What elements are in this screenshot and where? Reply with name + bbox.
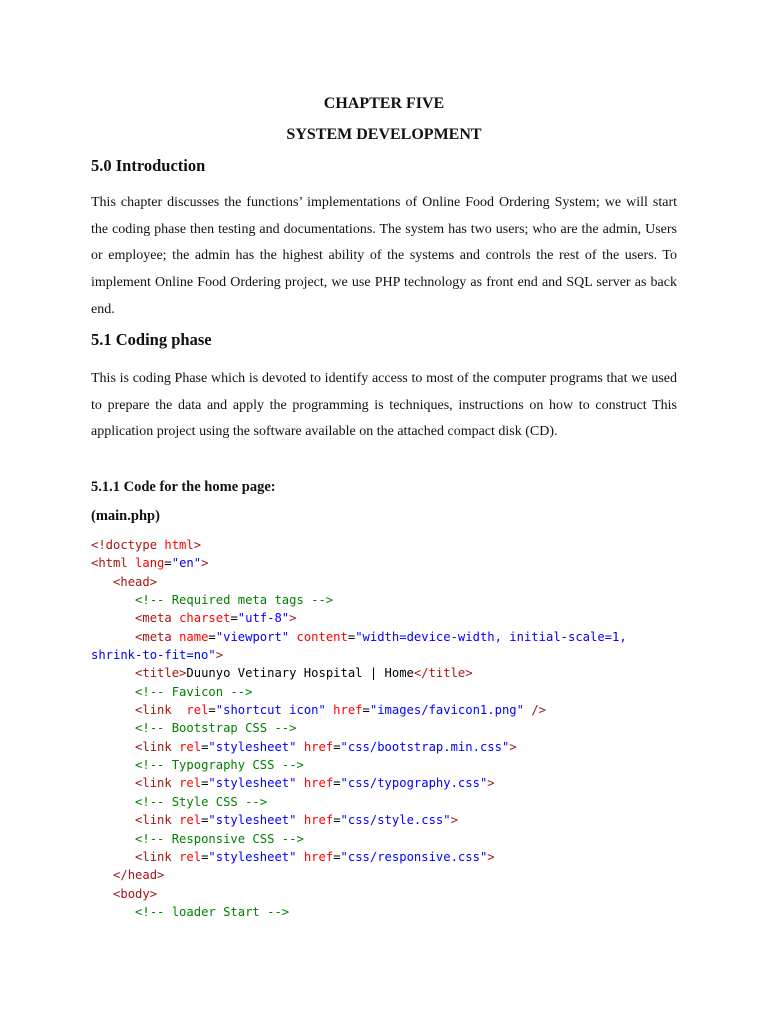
code-token: = — [201, 739, 209, 754]
code-token — [91, 832, 135, 846]
code-token: </head> — [113, 868, 165, 883]
code-line — [91, 591, 691, 609]
code-line — [91, 683, 691, 701]
code-token — [91, 887, 113, 901]
chapter-title: CHAPTER FIVE — [323, 95, 445, 112]
code-token: "shortcut icon" — [215, 703, 326, 718]
code-token: > — [215, 648, 224, 663]
code-token — [91, 776, 135, 790]
code-token: <!-- Required meta tags --> — [135, 593, 334, 608]
code-token: "width=device-width, initial-scale=1, — [355, 629, 627, 644]
code-token: "css/bootstrap.min.css" — [340, 739, 510, 754]
code-token: > — [193, 538, 202, 552]
code-line — [91, 756, 691, 774]
code-token: "css/style.css" — [340, 813, 451, 828]
coding-heading-number: 5.1 — [91, 330, 112, 349]
code-token: rel — [179, 776, 202, 791]
code-token: <!-- loader Start --> — [135, 904, 290, 919]
code-line — [91, 793, 691, 811]
code-token: <link — [135, 813, 180, 828]
code-listing — [91, 536, 691, 921]
code-token: /> — [531, 703, 546, 718]
code-token: "stylesheet" — [208, 849, 297, 864]
code-line — [91, 628, 691, 646]
intro-paragraph: This chapter discusses the functions’ implementations of Online Food Ordering System; we will start the coding phase then testing and documentations. The system has two users; who are the admin, Users or employee; the admin has the highest ability of the systems and controls the rest of the users. To implement Online Food Ordering project, we use PHP technology as front end and SQL server as back end. — [91, 195, 677, 317]
coding-heading — [91, 330, 212, 350]
code-token — [91, 721, 135, 735]
code-token: = — [333, 849, 341, 864]
code-token: "en" — [171, 556, 202, 571]
code-token: name — [179, 629, 209, 644]
code-token: = — [201, 849, 209, 864]
code-token: charset — [179, 611, 231, 626]
code-token — [91, 685, 135, 699]
chapter-subtitle: SYSTEM DEVELOPMENT — [286, 126, 482, 143]
code-token: <!doctype — [91, 538, 165, 552]
code-token — [91, 630, 135, 644]
code-token: "stylesheet" — [208, 813, 297, 828]
code-token: rel — [179, 813, 202, 828]
code-token: <title> — [135, 666, 187, 681]
code-token: href — [303, 813, 334, 828]
code-token: content — [296, 629, 348, 644]
code-token — [296, 850, 303, 864]
code-token: <!-- Bootstrap CSS --> — [135, 721, 297, 736]
code-token — [91, 795, 135, 809]
code-line — [91, 536, 691, 554]
code-token: = — [230, 611, 238, 626]
code-token: <link — [135, 739, 180, 754]
code-token: > — [289, 611, 297, 626]
code-token: Duunyo Vetinary Hospital | Home — [186, 666, 414, 681]
code-token: html — [164, 538, 194, 552]
code-token — [91, 666, 135, 680]
code-token — [91, 703, 135, 717]
code-token: "css/typography.css" — [340, 776, 488, 791]
code-token: rel — [179, 849, 202, 864]
code-token — [91, 575, 113, 589]
code-token: = — [208, 629, 216, 644]
code-line — [91, 866, 691, 884]
code-line — [91, 646, 691, 664]
code-token: = — [208, 703, 216, 718]
code-token — [91, 813, 135, 827]
code-token: shrink-to-fit=no" — [91, 648, 216, 663]
code-token: <!-- Favicon --> — [135, 684, 253, 699]
coding-heading-text: Coding phase — [115, 330, 212, 349]
code-line — [91, 774, 691, 792]
code-token: > — [450, 813, 458, 828]
code-line — [91, 811, 691, 829]
home-page-heading: 5.1.1 Code for the home page: — [91, 479, 276, 495]
code-token: href — [303, 739, 334, 754]
code-token: > — [487, 849, 495, 864]
code-token: <meta — [135, 611, 180, 626]
code-token: <meta — [135, 629, 180, 644]
code-token: href — [303, 849, 334, 864]
code-line — [91, 848, 691, 866]
code-token: = — [201, 813, 209, 828]
code-token — [91, 850, 135, 864]
code-token: = — [333, 776, 341, 791]
code-line — [91, 573, 691, 591]
code-line — [91, 885, 691, 903]
coding-paragraph: This is coding Phase which is devoted to identify access to most of the computer programs that we used to prepare the data and apply the programming is techniques, instructions on how to construct This application project using the software available on the attached compact disk (CD). — [91, 371, 677, 440]
code-token: "css/responsive.css" — [340, 849, 488, 864]
code-token — [91, 868, 113, 882]
code-line — [91, 830, 691, 848]
code-token: = — [333, 739, 341, 754]
code-token — [91, 611, 135, 625]
code-line — [91, 609, 691, 627]
code-token — [296, 813, 303, 827]
code-token: rel — [186, 703, 209, 718]
code-filename: (main.php) — [91, 508, 160, 524]
code-line — [91, 701, 691, 719]
code-token: = — [347, 629, 356, 644]
code-token: = — [362, 703, 370, 718]
code-token: "viewport" — [215, 629, 290, 644]
code-token — [296, 740, 303, 754]
code-token — [91, 758, 135, 772]
code-token: > — [201, 556, 209, 571]
code-token: <!-- Responsive CSS --> — [135, 831, 304, 846]
code-token: "stylesheet" — [208, 739, 297, 754]
code-line — [91, 738, 691, 756]
code-token: = — [201, 776, 209, 791]
code-token: = — [164, 556, 172, 571]
code-token: rel — [179, 739, 202, 754]
code-token — [91, 593, 135, 607]
code-token: = — [333, 813, 341, 828]
code-line — [91, 719, 691, 737]
code-line — [91, 903, 691, 921]
code-token: </title> — [413, 666, 473, 681]
code-token — [91, 740, 135, 754]
code-token: "utf-8" — [237, 611, 290, 626]
code-token: "stylesheet" — [208, 776, 297, 791]
code-token: href — [303, 776, 334, 791]
code-token: <!-- Typography CSS --> — [135, 758, 304, 773]
code-token: > — [487, 776, 495, 791]
intro-heading: 5.0 Introduction — [91, 156, 206, 175]
code-token — [296, 776, 303, 790]
code-token: <!-- Style CSS --> — [135, 794, 268, 809]
code-token: "images/favicon1.png" — [369, 703, 524, 718]
code-token: <body> — [113, 886, 158, 901]
code-token: <link — [135, 849, 180, 864]
code-token: <link — [135, 776, 180, 791]
code-line — [91, 664, 691, 682]
code-token: <html — [91, 556, 136, 571]
code-token: href — [333, 703, 363, 718]
code-token — [91, 905, 135, 919]
code-token: > — [509, 739, 517, 754]
code-token: <head> — [113, 574, 158, 589]
code-token: lang — [135, 556, 165, 571]
code-line — [91, 554, 691, 572]
code-token: <link — [135, 703, 187, 718]
